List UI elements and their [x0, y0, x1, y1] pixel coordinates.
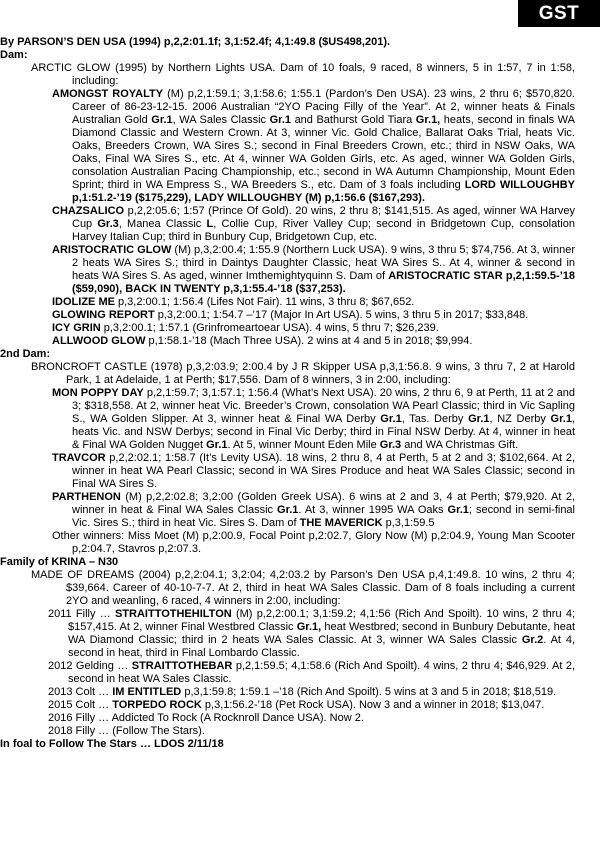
foal-2012-straittothebar: 2012 Gelding … STRAITTOTHEBAR p,2,1:59.5; 4,1:58.6 (Rich And Spoilt). 4 wins, 2 thru 4; $46,929. At 2, second in heat WA Sales Classic. [48, 660, 575, 685]
other-winners: Other winners: Miss Moet (M) p,2:00.9, Focal Point p,2:02.7, Glory Now (M) p,2:04.9, Young Man Scooter p,2:04.7, Stavros p,2:07.3. [52, 530, 575, 555]
foal-amongst-royalty: AMONGST ROYALTY (M) p,2,1:59.1; 3,1:58.6; 1:55.1 (Pardon’s Den USA). 23 wins, 2 thru 6; $570,820. Career of 86-23-12-15. 2006 Australian “2YO Pacing Filly of the Year”. At 2, winner heats & Finals Australian Gold Gr.1, WA Sales Classic Gr.1 and Bathurst Gold Tiara Gr.1, heats, second in finals WA Diamond Classic and Western Crown. At 3, winner Vic. Gold Chalice, Ballarat Oaks Trial, heats Vic. Oaks, Breeders Crown, WA Sires S.; second in Final Breeders Crown, etc.; third in NSW Oaks, WA Oaks, Final WA Sires S., etc. At 4, winner WA Golden Girls, etc. As aged, winner WA Golden Girls, consolation Australian Pacing Championship, etc.; second in WA Autumn Championship, Mount Eden Sprint; third in WA Empress S., WA Breeders S., etc. Dam of 3 foals including LORD WILLOUGHBY p,1:51.2-’19 ($175,229), LADY WILLOUGHBY (M) p,1:56.6 ($167,293). [52, 88, 575, 204]
foal-2018-filly: 2018 Filly … (Follow The Stars). [48, 725, 205, 737]
gst-badge-label: GST [538, 3, 580, 24]
dam-arctic-glow: ARCTIC GLOW (1995) by Northern Lights USA. Dam of 10 foals, 9 raced, 8 winners, 5 in 1:57, 7 in 1:58, including: [31, 62, 575, 87]
foal-2011-straittothehilton: 2011 Filly … STRAITTOTHEHILTON (M) p,2,2:00.1; 3,1:59.2; 4,1:56 (Rich And Spoilt). 10 wins, 2 thru 4; $157,415. At 2, winner Final Westbred Classic Gr.1, heat Westbred; second in Bunbury Debutante, heat WA Diamond Classic; third in 2 heats WA Sales Classic. At 3, winner WA Sales Classic Gr.2. At 4, second in heat, third in Final Lombardo Classic. [48, 608, 576, 659]
dam-heading: Dam: [0, 49, 28, 61]
foal-travcor: TRAVCOR p,2,2:02.1; 1:58.7 (It’s Levity USA). 18 wins, 2 thru 8, 4 at Perth, 5 at 2 and 3; $102,664. At 2, winner in heat WA Pearl Classic; second in WA Sires Produce and heat WA Sales Classic; second in Final WA Sires S. [52, 452, 575, 490]
foal-2015-torpedo-rock: 2015 Colt … TORPEDO ROCK p,3,1:56.2-’18 (Pet Rock USA). Now 3 and a winner in 2018; $13,047. [48, 699, 545, 711]
foal-idolize-me: IDOLIZE ME p,3,2:00.1; 1:56.4 (Lifes Not Fair). 11 wins, 3 thru 8; $67,652. [52, 296, 415, 308]
sire-line: By PARSON’S DEN USA (1994) p,2,2:01.1f; 3,1:52.4f; 4,1:49.8 ($US498,201). [0, 36, 391, 48]
dam-made-of-dreams: MADE OF DREAMS (2004) p,2,2:04.1; 3,2:04; 4,2:03.2 by Parson’s Den USA p,4,1:49.8. 10 wins, 2 thru 4; $39,664. Career of 40-10-7-7. At 2, third in heat WA Sales Classic. Dam of 8 foals including a current 2YO and weanling, 6 raced, 4 winners in 2:00, including: [31, 569, 575, 607]
gst-badge [518, 0, 600, 27]
dam-broncroft-castle: BRONCROFT CASTLE (1978) p,3,2:03.9; 2:00.4 by J R Skipper USA p,3,1:56.8. 9 wins, 3 thru 7, 2 at Harold Park, 1 at Adelaide, 1 at Perth; $17,556. Dam of 8 winners, 3 in 2:00, including: [31, 361, 575, 386]
foal-icy-grin: ICY GRIN p,3,2:00.1; 1:57.1 (Grinfromeartoear USA). 4 wins, 5 thru 7; $26,239. [52, 322, 439, 334]
foal-mon-poppy-day: MON POPPY DAY p,2,1:59.7; 3,1:57.1; 1:56.4 (What’s Next USA). 20 wins, 2 thru 6, 9 at Perth, 11 at 2 and 3; $318,558. At 2, winner heat Vic. Breeder’s Crown, consolation WA Pearl Classic; third in Vic Sapling S., WA Golden Slipper. At 3, winner heat & Final WA Derby Gr.1, Tas. Derby Gr.1, NZ Derby Gr.1, heats Vic. and NSW Derbys; second in Final Vic Derby; third in Final NSW Derby. At 4, winner in heat & Final WA Golden Nugget Gr.1. At 5, winner Mount Eden Mile Gr.3 and WA Christmas Gift. [52, 387, 575, 451]
foal-allwood-glow: ALLWOOD GLOW p,1:58.1-’18 (Mach Three USA). 2 wins at 4 and 5 in 2018; $9,994. [52, 335, 473, 347]
pedigree-body [0, 36, 575, 751]
foal-2013-im-entitled: 2013 Colt … IM ENTITLED p,3,1:59.8; 1:59.1 –’18 (Rich And Spoilt). 5 wins at 3 and 5 in 2018; $18,519. [48, 686, 557, 698]
foal-glowing-report: GLOWING REPORT p,3,2:00.1; 1:54.7 –’17 (Major In Art USA). 5 wins, 3 thru 5 in 2017; $33,848. [52, 309, 529, 321]
in-foal-note: In foal to Follow The Stars … LDOS 2/11/18 [0, 738, 224, 750]
second-dam-heading: 2nd Dam: [0, 348, 51, 360]
foal-2016-addicted-to-rock: 2016 Filly … Addicted To Rock (A Rocknroll Dance USA). Now 2. [48, 712, 364, 724]
foal-parthenon: PARTHENON (M) p,2,2:02.8; 3,2:00 (Golden Greek USA). 6 wins at 2 and 3, 4 at Perth; $79,920. At 2, winner in heat & Final WA Sales Classic Gr.1. At 3, winner 1995 WA Oaks Gr.1; second in semi-final Vic. Sires S.; third in heat Vic. Sires S. Dam of THE MAVERICK p,3,1:59.5 [52, 491, 575, 529]
foal-aristocratic-glow: ARISTOCRATIC GLOW (M) p,3,2:00.4; 1:55.9 (Northern Luck USA). 9 wins, 3 thru 5; $74,756. At 3, winner 2 heats WA Sires S.; third in Daintys Daughter Classic, heat WA Sires S.. At 4, winner & second in heats WA Sires S. As aged, winner Imthemightyquinn S. Dam of ARISTOCRATIC STAR p,2,1:59.5-’18 ($59,090), BACK IN TWENTY p,3,1:55.4-’18 ($37,253). [52, 244, 575, 295]
foal-chazsalico: CHAZSALICO p,2,2:05.6; 1:57 (Prince Of Gold). 20 wins, 2 thru 8; $141,515. As aged, winner WA Harvey Cup Gr.3, Manea Classic L, Collie Cup, River Valley Cup; second in Bridgetown Cup, consolation Harvey Italian Cup; third in Bunbury Cup, Bridgetown Cup, etc. [52, 205, 575, 243]
family-heading: Family of KRINA – N30 [0, 556, 119, 568]
